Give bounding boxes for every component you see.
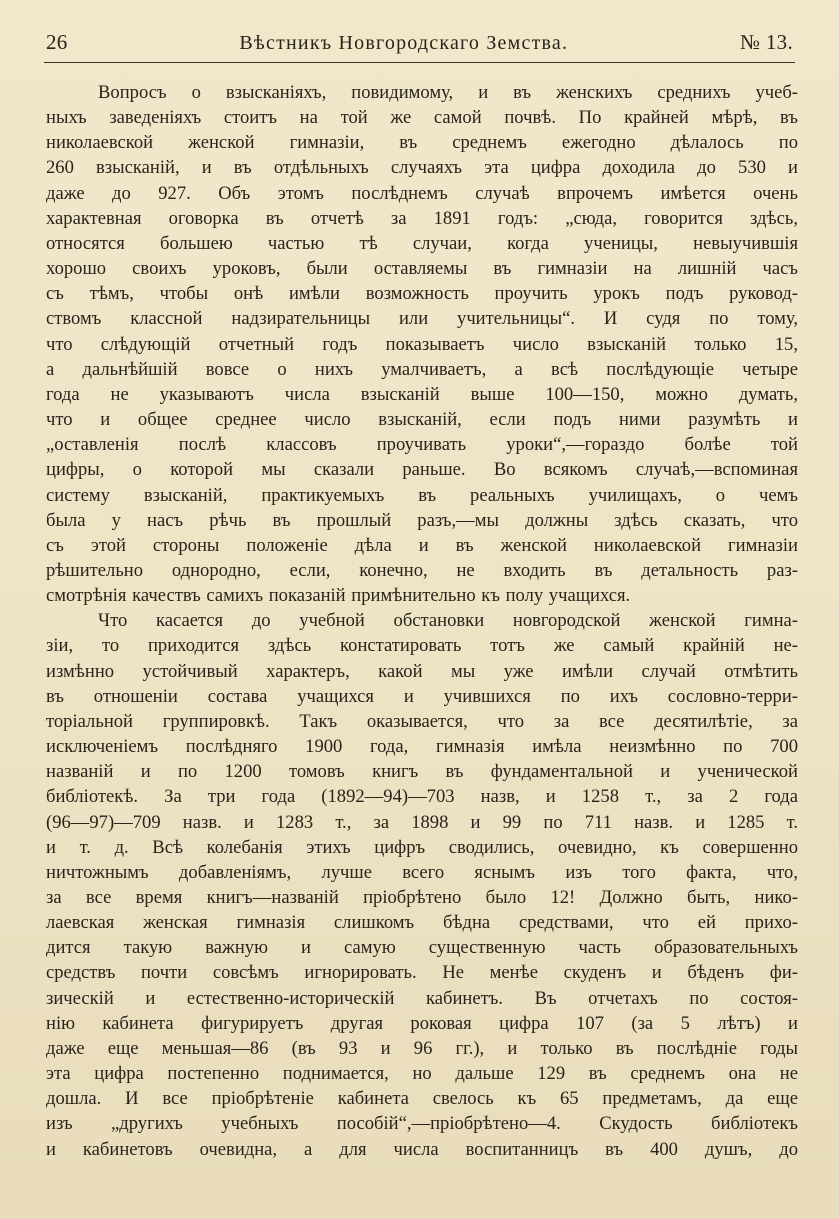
text-line: (96—97)—709 назв. и 1283 т., за 1898 и 99 по 711 назв. и 1285 т. [46, 811, 798, 833]
text-line: дится такую важную и самую существенную часть образовательныхъ [46, 937, 798, 959]
text-line: что и общее среднее число взысканій, если подъ ними разумѣть и [46, 409, 798, 431]
text-line: цифры, о которой мы сказали раньше. Во всякомъ случаѣ,—вспоминая [46, 459, 798, 481]
text-line: исключеніемъ послѣдняго 1900 года, гимназія имѣла неизмѣнно по 700 [46, 736, 798, 758]
text-line: изъ „другихъ учебныхъ пособій“,—пріобрѣтено—4. Скудость библіотекъ [46, 1113, 798, 1135]
header-rule [44, 62, 795, 63]
text-line: дошла. И все пріобрѣтеніе кабинета свелось къ 65 предметамъ, да еще [46, 1088, 798, 1110]
text-line: съ этой стороны положеніе дѣла и въ женской николаевской гимназіи [46, 534, 798, 556]
text-line: а дальнѣйшій вовсе о нихъ умалчиваетъ, а всѣ послѣдующіе четыре [46, 358, 798, 380]
text-line: систему взысканій, практикуемыхъ въ реальныхъ училищахъ, о чемъ [46, 484, 798, 506]
body-text [46, 80, 798, 1162]
page-number: 26 [46, 30, 68, 54]
text-line: николаевской женской гимназіи, въ среднемъ ежегодно дѣлалось по [46, 132, 798, 154]
text-line: ствомъ классной надзирательницы или учительницы“. И судя по тому, [46, 308, 798, 330]
text-line: средствъ почти совсѣмъ игнорировать. Не менѣе скуденъ и бѣденъ фи- [46, 962, 798, 984]
text-line: ничтожнымъ добавленіямъ, лучше всего яснымъ изъ того факта, что, [46, 861, 798, 883]
text-line: рѣшительно однородно, если, конечно, не входить въ детальность раз- [46, 559, 798, 581]
text-line: зическій и естественно-историческій кабинетъ. Въ отчетахъ по состоя- [46, 987, 798, 1009]
text-line: „оставленія послѣ классовъ проучивать уроки“,—гораздо болѣе той [46, 434, 798, 456]
text-line: съ тѣмъ, чтобы онѣ имѣли возможность проучить урокъ подъ руковод- [46, 283, 798, 305]
text-line: года не указываютъ числа взысканій выше 100—150, можно думать, [46, 383, 798, 405]
text-line: эта цифра постепенно поднимается, но дальше 129 въ среднемъ она не [46, 1063, 798, 1085]
text-line: торіальной группировкѣ. Такъ оказывается, что за все десятилѣтіе, за [46, 710, 798, 732]
text-line: была у насъ рѣчь въ прошлый разъ,—мы должны здѣсь сказать, что [46, 509, 798, 531]
text-line: даже еще меньшая—86 (въ 93 и 96 гг.), и только въ послѣдніе годы [46, 1037, 798, 1059]
text-line: библіотекѣ. За три года (1892—94)—703 назв, и 1258 т., за 2 года [46, 786, 798, 808]
text-line: что слѣдующій отчетный годъ показываетъ число взысканій только 15, [46, 333, 798, 355]
text-line: хорошо своихъ уроковъ, были оставляемы въ гимназіи на лишній часъ [46, 258, 798, 280]
text-line: за все время книгъ—названій пріобрѣтено было 12! Должно быть, нико- [46, 887, 798, 908]
text-line: въ отношеніи состава учащихся и учившихся по ихъ сословно-терри- [46, 685, 798, 707]
text-line: характевная оговорка въ отчетѣ за 1891 годъ: „сюда, говорится здѣсь, [46, 207, 798, 229]
text-line: нію кабинета фигурируетъ другая роковая цифра 107 (за 5 лѣтъ) и [46, 1012, 798, 1034]
text-line: 260 взысканій, и въ отдѣльныхъ случаяхъ эта цифра доходила до 530 и [46, 157, 798, 179]
issue-number: № 13. [739, 30, 793, 54]
text-line: зіи, то приходится здѣсь констатировать тотъ же самый крайній не- [46, 635, 798, 657]
text-line: лаевская женская гимназія слишкомъ бѣдна средствами, что ей прихо- [46, 912, 798, 934]
text-line: и т. д. Всѣ колебанія этихъ цифръ сводились, очевидно, къ совершенно [46, 836, 798, 858]
text-line: и кабинетовъ очевидна, а для числа воспитанницъ въ 400 душъ, до [46, 1138, 798, 1160]
text-line: смотрѣнія качествъ самихъ показаній примѣнительно къ полу учащихся. [46, 585, 631, 607]
text-line: Вопросъ о взысканіяхъ, повидимому, и въ женскихъ среднихъ учеб- [98, 82, 798, 103]
text-line: относятся большею частью тѣ случаи, когда ученицы, невыучившія [46, 232, 798, 254]
text-line: ныхъ заведеніяхъ стоитъ на той же самой почвѣ. По крайней мѣрѣ, въ [46, 107, 798, 129]
running-head [46, 30, 793, 60]
text-line: измѣнно устойчивый характеръ, какой мы уже имѣли случай отмѣтить [46, 660, 798, 682]
text-line: названій и по 1200 томовъ книгъ въ фундаментальной и ученической [46, 761, 798, 783]
journal-title: Вѣстникъ Новгородскаго Земства. [239, 32, 569, 54]
text-line: Что касается до учебной обстановки новгородской женской гимна- [98, 610, 798, 632]
text-line: даже до 927. Объ этомъ послѣднемъ случаѣ впрочемъ имѣется очень [46, 182, 798, 204]
